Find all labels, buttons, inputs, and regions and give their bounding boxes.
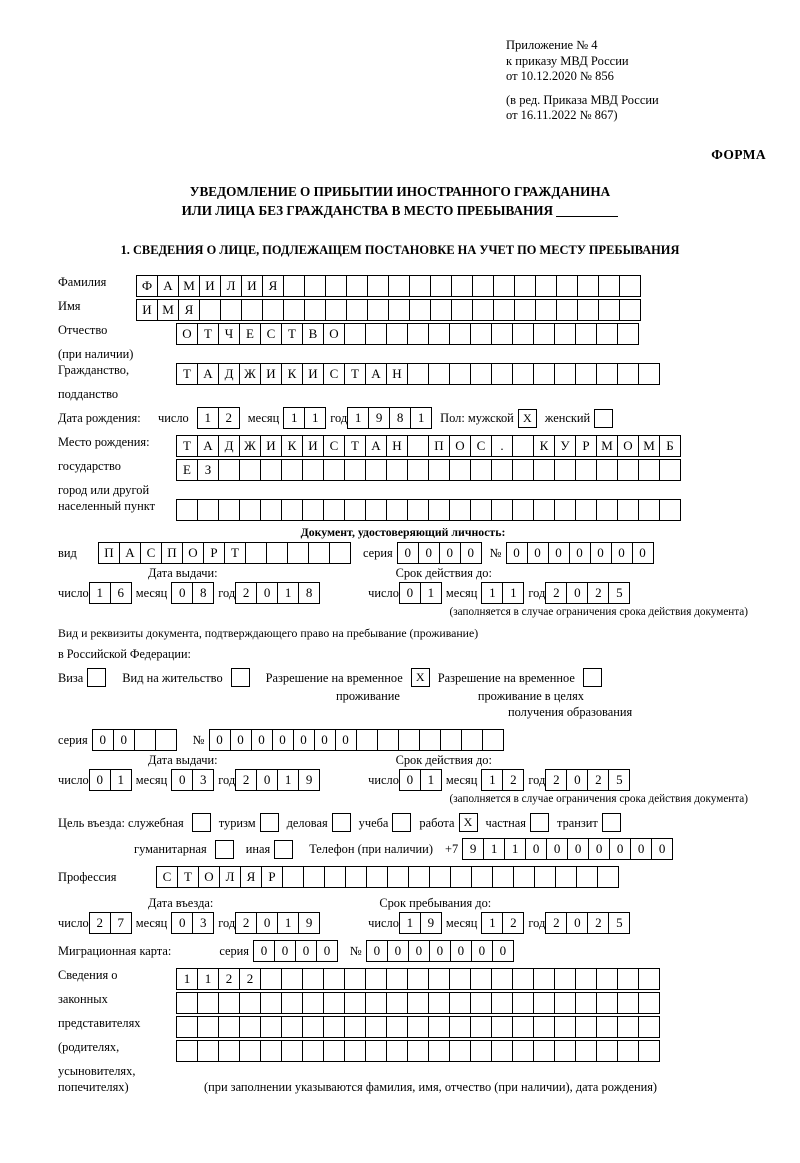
legal-rep-cells-row-1[interactable]: 1 1 2 2 xyxy=(176,968,660,990)
name-label: Имя xyxy=(58,299,81,313)
document-header xyxy=(506,38,766,124)
row-purpose-2 xyxy=(58,838,748,860)
migration-series-label: серия xyxy=(219,944,249,958)
doc-valid-year-label: год xyxy=(528,586,546,600)
row-doc-date-labels xyxy=(58,566,748,580)
legal-rep-label-6: попечителях) xyxy=(58,1080,129,1094)
row-legal-rep-1 xyxy=(58,968,748,990)
sex-male-checkbox[interactable]: Х xyxy=(518,409,537,428)
identity-doc-heading: Документ, удостоверяющий личность: xyxy=(300,525,506,539)
birth-date-label: Дата рождения: xyxy=(58,411,141,425)
sex-female-label: женский xyxy=(544,411,591,425)
visa-label: Виза xyxy=(58,670,84,685)
row-surname xyxy=(58,275,748,297)
legal-rep-label-4: (родителях, xyxy=(58,1040,120,1054)
visa-checkbox[interactable] xyxy=(87,668,106,687)
row-permit-type-2 xyxy=(58,689,748,703)
migration-number-label: № xyxy=(350,944,362,958)
permit-issue-day-label: число xyxy=(58,773,89,787)
birth-place-cells-row-2[interactable]: Е З xyxy=(176,459,681,481)
row-permit-type xyxy=(58,668,748,687)
row-legal-rep-4 xyxy=(58,1040,748,1062)
entry-year-label: год xyxy=(218,916,236,930)
purpose-transit-label: транзит xyxy=(557,815,598,830)
stay-year-label: год xyxy=(528,916,546,930)
legal-rep-cells-row-4[interactable] xyxy=(176,1040,660,1062)
permit-series-label: серия xyxy=(58,733,88,747)
row-name xyxy=(58,299,748,321)
patronymic-label: Отчество xyxy=(58,323,108,337)
doc-series-label: серия xyxy=(363,546,393,560)
permit-issue-year-label: год xyxy=(218,773,236,787)
row-permit-type-3 xyxy=(58,705,748,719)
doc-valid-month-cells[interactable]: 1 1 xyxy=(481,582,524,604)
birth-place-label: Место рождения: xyxy=(58,435,150,449)
doc-issue-day-cells[interactable]: 1 6 xyxy=(89,582,132,604)
row-birth-place-4 xyxy=(58,499,748,521)
birth-month-cells[interactable]: 1 1 xyxy=(283,407,326,429)
surname-label: Фамилия xyxy=(58,275,107,289)
profession-cells[interactable]: С Т О Л Я Р xyxy=(156,866,619,888)
permit-issue-day-cells[interactable]: 0 1 xyxy=(89,769,132,791)
doc-number-label: № xyxy=(489,546,502,560)
purpose-private-label: частная xyxy=(485,815,526,830)
edu-residence-label-2: проживание в целях xyxy=(477,689,584,703)
doc-valid-year-cells[interactable]: 2 0 2 5 xyxy=(545,582,630,604)
profession-label: Профессия xyxy=(58,870,117,884)
legal-rep-cells-row-2[interactable] xyxy=(176,992,660,1014)
row-legal-rep-3 xyxy=(58,1016,748,1038)
header-line-3: от 10.12.2020 № 856 xyxy=(506,69,614,83)
doc-issue-month-label: месяц xyxy=(135,586,168,600)
title-line-1: УВЕДОМЛЕНИЕ О ПРИБЫТИИ ИНОСТРАННОГО ГРАЖДАНИНА xyxy=(189,184,611,199)
entry-month-label: месяц xyxy=(135,916,168,930)
row-citizenship xyxy=(58,363,748,385)
doc-valid-until-label: Срок действия до: xyxy=(395,566,492,580)
title-line-2: ИЛИ ЛИЦА БЕЗ ГРАЖДАНСТВА В МЕСТО ПРЕБЫВАНИЯ xyxy=(181,203,554,218)
name-cells[interactable]: И М Я xyxy=(136,299,641,321)
permit-number-label: № xyxy=(192,733,205,747)
purpose-study-checkbox[interactable] xyxy=(392,813,411,832)
doc-issue-day-label: число xyxy=(58,586,89,600)
stay-month-label: месяц xyxy=(445,916,478,930)
purpose-humanitarian-label: гуманитарная xyxy=(134,842,207,856)
purpose-other-label: иная xyxy=(245,842,271,856)
legal-rep-label-5: усыновителях, xyxy=(58,1064,136,1078)
edu-residence-label: Разрешение на временное xyxy=(437,670,575,685)
permit-valid-day-cells[interactable]: 0 1 xyxy=(399,769,442,791)
purpose-business-checkbox[interactable] xyxy=(332,813,351,832)
citizenship-cells[interactable]: Т А Д Ж И К И С Т А Н xyxy=(176,363,660,385)
residence-permit-label: Вид на жительство xyxy=(122,670,223,685)
legal-rep-cells-row-3[interactable] xyxy=(176,1016,660,1038)
doc-series-cells[interactable]: 0 0 0 0 xyxy=(397,542,482,564)
permit-heading-2: в Российской Федерации: xyxy=(58,647,191,661)
doc-valid-day-label: число xyxy=(368,586,399,600)
purpose-service-checkbox[interactable] xyxy=(192,813,211,832)
row-permit-date-labels xyxy=(58,753,748,767)
permit-issue-month-label: месяц xyxy=(135,773,168,787)
migration-card-label: Миграционная карта: xyxy=(58,944,172,958)
permit-valid-month-cells[interactable]: 1 2 xyxy=(481,769,524,791)
doc-issue-date-label: Дата выдачи: xyxy=(148,566,218,580)
doc-issue-year-cells[interactable]: 2 0 1 8 xyxy=(235,582,320,604)
birth-month-label: месяц xyxy=(247,411,280,425)
section-1-heading: 1. СВЕДЕНИЯ О ЛИЦЕ, ПОДЛЕЖАЩЕМ ПОСТАНОВКЕ НА УЧЕТ ПО МЕСТУ ПРЕБЫВАНИЯ xyxy=(120,243,680,257)
row-birth-place-3 xyxy=(58,483,748,497)
birth-day-cells[interactable]: 1 2 xyxy=(197,407,240,429)
row-patronymic xyxy=(58,323,748,345)
permit-issue-year-cells[interactable]: 2 0 1 9 xyxy=(235,769,320,791)
purpose-label: Цель въезда: служебная xyxy=(58,815,184,830)
doc-number-cells[interactable]: 0 0 0 0 0 0 0 xyxy=(506,542,654,564)
row-legal-rep-2 xyxy=(58,992,748,1014)
page-title xyxy=(0,182,800,220)
stay-until-label: Срок пребывания до: xyxy=(379,896,492,910)
sex-female-checkbox[interactable] xyxy=(594,409,613,428)
stay-year-cells[interactable]: 2 0 2 5 xyxy=(545,912,630,934)
doc-valid-day-cells[interactable]: 0 1 xyxy=(399,582,442,604)
temp-residence-label: Разрешение на временное xyxy=(265,670,403,685)
header-line-5: от 16.11.2022 № 867) xyxy=(506,108,618,122)
birth-year-cells[interactable]: 1 9 8 1 xyxy=(347,407,432,429)
legal-rep-label-1: Сведения о xyxy=(58,968,118,982)
residence-permit-checkbox[interactable] xyxy=(231,668,250,687)
sex-male-label: Пол: мужской xyxy=(440,411,514,425)
permit-number-cells[interactable]: 0 0 0 0 0 0 0 xyxy=(209,729,504,751)
form-body xyxy=(58,275,748,1096)
header-line-4: (в ред. Приказа МВД России xyxy=(506,92,659,107)
permit-valid-until-label: Срок действия до: xyxy=(395,753,492,767)
entry-day-label: число xyxy=(58,916,89,930)
row-legal-rep-6 xyxy=(58,1080,748,1094)
header-line-1: Приложение № 4 xyxy=(506,38,598,52)
purpose-study-label: учеба xyxy=(358,815,389,830)
row-citizenship-2 xyxy=(58,387,748,401)
permit-issue-date-label: Дата выдачи: xyxy=(148,753,218,767)
row-patronymic-note xyxy=(58,347,748,361)
stay-day-label: число xyxy=(368,916,399,930)
legal-rep-note: (при заполнении указываются фамилия, имя, отчество (при наличии), дата рождения) xyxy=(204,1080,658,1094)
entry-date-label: Дата въезда: xyxy=(148,896,214,910)
edu-residence-checkbox[interactable] xyxy=(583,668,602,687)
doc-kind-cells[interactable]: П А С П О Р Т xyxy=(98,542,351,564)
doc-kind-label: вид xyxy=(58,546,77,560)
doc-limited-note: (заполняется в случае ограничения срока действия документа) xyxy=(449,606,748,618)
purpose-other-checkbox[interactable] xyxy=(274,840,293,859)
temp-residence-label-2: проживание xyxy=(336,689,400,703)
permit-valid-day-label: число xyxy=(368,773,399,787)
stay-month-cells[interactable]: 1 2 xyxy=(481,912,524,934)
doc-issue-month-cells[interactable]: 0 8 xyxy=(171,582,214,604)
legal-rep-label-3: представителях xyxy=(58,1016,141,1030)
header-line-2: к приказу МВД России xyxy=(506,53,629,68)
row-purpose xyxy=(58,813,748,832)
birth-place-cells-row-3[interactable] xyxy=(176,499,681,521)
patronymic-cells[interactable]: О Т Ч Е С Т В О xyxy=(176,323,639,345)
row-birth-date xyxy=(58,407,748,429)
migration-series-cells[interactable]: 0 0 0 0 xyxy=(253,940,338,962)
permit-heading-1: Вид и реквизиты документа, подтверждающего право на пребывание (проживание) xyxy=(58,626,479,640)
entry-month-cells[interactable]: 0 3 xyxy=(171,912,214,934)
doc-valid-month-label: месяц xyxy=(445,586,478,600)
title-underline xyxy=(556,216,618,217)
birth-place-label-4: населенный пункт xyxy=(58,499,156,513)
citizenship-label-2: подданство xyxy=(58,387,119,401)
permit-limited-note: (заполняется в случае ограничения срока действия документа) xyxy=(449,793,748,805)
phone-prefix: +7 xyxy=(444,842,459,856)
row-entry-date-labels xyxy=(58,896,748,910)
phone-cells[interactable]: 9 1 1 0 0 0 0 0 0 0 xyxy=(462,838,673,860)
temp-residence-checkbox[interactable]: Х xyxy=(411,668,430,687)
row-permit-dates xyxy=(58,769,748,791)
birth-place-label-2: государство xyxy=(58,459,121,473)
edu-residence-label-3: получения образования xyxy=(508,705,633,719)
row-doc-kind xyxy=(58,542,748,564)
birth-place-label-3: город или другой xyxy=(58,483,150,497)
purpose-work-checkbox[interactable]: Х xyxy=(459,813,478,832)
permit-valid-year-label: год xyxy=(528,773,546,787)
stay-day-cells[interactable]: 1 9 xyxy=(399,912,442,934)
migration-number-cells[interactable]: 0 0 0 0 0 0 0 xyxy=(366,940,514,962)
purpose-business-label: деловая xyxy=(286,815,328,830)
row-migration-card xyxy=(58,940,748,962)
row-legal-rep-5 xyxy=(58,1064,748,1078)
purpose-tourism-label: туризм xyxy=(218,815,256,830)
purpose-humanitarian-checkbox[interactable] xyxy=(215,840,234,859)
row-entry-dates xyxy=(58,912,748,934)
forma-label: ФОРМА xyxy=(711,147,766,162)
purpose-private-checkbox[interactable] xyxy=(530,813,549,832)
patronymic-sub-label: (при наличии) xyxy=(58,347,134,361)
permit-valid-month-label: месяц xyxy=(445,773,478,787)
row-permit-series xyxy=(58,729,748,751)
row-birth-place xyxy=(58,435,748,457)
legal-rep-label-2: законных xyxy=(58,992,108,1006)
doc-issue-year-label: год xyxy=(218,586,236,600)
row-profession xyxy=(58,866,748,888)
permit-issue-month-cells[interactable]: 0 3 xyxy=(171,769,214,791)
birth-place-cells-row-1[interactable]: Т А Д Ж И К И С Т А Н П О С . К У Р М О М Б xyxy=(176,435,681,457)
permit-valid-year-cells[interactable]: 2 0 2 5 xyxy=(545,769,630,791)
citizenship-label: Гражданство, xyxy=(58,363,130,377)
entry-day-cells[interactable]: 2 7 xyxy=(89,912,132,934)
row-birth-place-2 xyxy=(58,459,748,481)
purpose-tourism-checkbox[interactable] xyxy=(260,813,279,832)
entry-year-cells[interactable]: 2 0 1 9 xyxy=(235,912,320,934)
row-doc-dates xyxy=(58,582,748,604)
purpose-transit-checkbox[interactable] xyxy=(602,813,621,832)
birth-day-label: число xyxy=(158,411,189,425)
surname-cells[interactable]: Ф А М И Л И Я xyxy=(136,275,641,297)
birth-year-label: год xyxy=(330,411,348,425)
purpose-work-label: работа xyxy=(419,815,455,830)
permit-series-cells[interactable]: 0 0 xyxy=(92,729,177,751)
phone-label: Телефон (при наличии) xyxy=(309,842,433,856)
